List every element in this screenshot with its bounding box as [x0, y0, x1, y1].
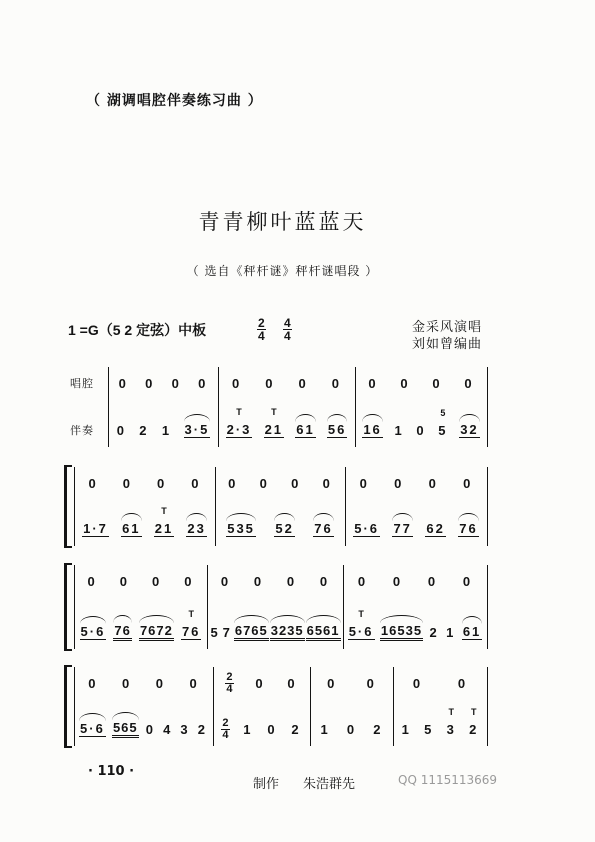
rest — [254, 676, 265, 691]
note-digits: 61 — [462, 624, 482, 639]
rest — [88, 476, 99, 491]
note-digits: 0 — [232, 375, 242, 391]
note-digits: 2 — [469, 721, 479, 737]
rest — [286, 574, 297, 589]
measure — [343, 563, 487, 651]
rest — [290, 476, 301, 491]
rest — [190, 476, 201, 491]
note-digits: 0 — [457, 675, 468, 691]
note-digits: 2 — [139, 422, 149, 438]
rest — [322, 476, 333, 491]
note-digits: 52 — [275, 521, 294, 536]
note-digits: 0 — [184, 573, 194, 589]
note-group — [462, 624, 482, 640]
note-digits: 61 — [122, 521, 141, 536]
rest — [399, 376, 410, 391]
note-group — [184, 422, 211, 438]
note-group — [445, 625, 456, 640]
note-digits: 3 — [180, 721, 190, 737]
note-digits: 0 — [265, 375, 275, 391]
ornament-mark: T — [358, 609, 364, 619]
rest — [156, 476, 167, 491]
note-digits: 7672 — [139, 623, 173, 638]
time-signature-denominator: 4 — [284, 329, 291, 343]
page-number: · 110 · — [88, 764, 135, 779]
measure — [74, 465, 215, 548]
note-digits: 1 — [394, 422, 404, 438]
note-group — [392, 521, 412, 537]
note-digits: 2·3 — [226, 422, 252, 437]
rest — [264, 376, 275, 391]
ornament-mark: T — [448, 706, 454, 717]
accompaniment-row — [312, 718, 391, 740]
note-digits: 0 — [157, 475, 167, 491]
note-digits: 0 — [189, 675, 199, 691]
time-signature-numerator: 4 — [284, 316, 291, 330]
measure — [218, 365, 355, 449]
rest — [357, 574, 368, 589]
note-group — [459, 422, 479, 438]
rest — [457, 676, 468, 691]
note-digits: 535 — [227, 521, 255, 536]
note-digits: 77 — [393, 521, 412, 536]
note-digits: 5·6 — [80, 721, 105, 736]
note-digits: 1·7 — [83, 521, 108, 536]
note-digits: 0 — [287, 675, 297, 691]
note-digits: 76 — [181, 624, 201, 639]
measure — [207, 563, 343, 651]
rest — [286, 676, 297, 691]
note-digits: 2 — [291, 721, 301, 737]
rest — [119, 574, 130, 589]
note-digits: 6561 — [306, 623, 340, 638]
note-group — [209, 625, 220, 640]
vocal-row — [209, 570, 341, 592]
note-group — [242, 722, 253, 737]
note-group — [270, 623, 305, 641]
note-digits: 0 — [253, 573, 264, 589]
note-digits: 0 — [267, 721, 277, 737]
note-digits: 0 — [116, 422, 126, 438]
note-group — [468, 706, 479, 737]
measure — [310, 665, 393, 748]
vocal-row — [357, 372, 485, 394]
footer-contact: QQ 1115113669 — [398, 773, 498, 787]
note-group — [429, 625, 440, 640]
note-digits: 0 — [462, 573, 473, 589]
bar-line — [487, 667, 488, 746]
note-digits: 3·5 — [184, 422, 210, 437]
time-signature-denominator: 4 — [226, 682, 233, 695]
note-group — [458, 521, 478, 537]
note-group — [393, 423, 404, 438]
note-digits: 0 — [171, 375, 181, 391]
note-digits: 0 — [286, 573, 297, 589]
note-digits: 0 — [88, 475, 98, 491]
note-digits: 0 — [322, 475, 332, 491]
note-digits: 21 — [154, 521, 174, 536]
accompaniment-row — [357, 407, 485, 441]
vocal-row — [345, 570, 485, 592]
time-signature-numerator: 2 — [258, 316, 265, 330]
rest — [145, 722, 156, 737]
note-digits: 0 — [366, 675, 376, 691]
rest — [118, 376, 129, 391]
rest — [231, 376, 242, 391]
rest — [326, 676, 337, 691]
note-digits: 0 — [122, 675, 132, 691]
measure — [345, 465, 487, 548]
ornament-mark: T — [470, 706, 477, 717]
rest — [116, 423, 127, 438]
note-digits: 0 — [220, 573, 231, 589]
note-digits: 0 — [145, 375, 155, 391]
note-group — [401, 722, 412, 737]
note-digits: 0 — [228, 475, 238, 491]
measure — [108, 365, 218, 449]
vocal-row — [220, 372, 353, 394]
note-digits: 0 — [346, 721, 357, 737]
note-group — [138, 423, 149, 438]
note-group — [197, 722, 208, 737]
note-group — [121, 521, 141, 537]
note-group — [372, 722, 383, 737]
note-group — [274, 521, 294, 537]
vocal-row — [217, 472, 343, 494]
note-group — [79, 721, 106, 737]
score-system-3 — [0, 563, 595, 651]
note-digits: 1 — [446, 624, 456, 640]
accompaniment-row — [76, 609, 205, 643]
vocal-row — [76, 472, 213, 494]
note-digits: 56 — [327, 422, 347, 437]
note-digits: 0 — [298, 375, 308, 391]
accompaniment-row — [110, 419, 216, 441]
note-digits: 5·6 — [80, 624, 106, 639]
bar-line — [487, 565, 488, 649]
note-group — [327, 422, 347, 438]
note-digits: 0 — [122, 475, 132, 491]
note-digits: 1 — [320, 721, 330, 737]
note-digits: 0 — [259, 475, 269, 491]
note-group — [264, 407, 284, 438]
note-group — [226, 407, 253, 438]
rest — [331, 376, 342, 391]
rest — [428, 476, 439, 491]
rest — [151, 574, 162, 589]
note-digits: 0 — [119, 573, 129, 589]
note-digits: 0 — [359, 475, 369, 491]
note-digits: 0 — [416, 422, 426, 438]
accompaniment-row — [347, 518, 485, 540]
note-digits: 0 — [319, 573, 330, 589]
rest — [431, 376, 442, 391]
note-digits: 0 — [400, 375, 410, 391]
note-group — [154, 506, 174, 537]
rest — [144, 376, 155, 391]
accompaniment-row — [345, 609, 485, 643]
ornament-mark: T — [188, 609, 194, 619]
note-group — [161, 423, 172, 438]
note-digits: 0 — [463, 475, 473, 491]
rest — [183, 574, 194, 589]
note-digits: 6765 — [234, 623, 268, 638]
song-title: 青青柳叶蓝蓝天 — [198, 210, 367, 234]
note-digits: 0 — [88, 675, 98, 691]
key-signature-line: 1 =G（5 2 定弦）中板 — [68, 322, 207, 338]
note-digits: 0 — [331, 375, 341, 391]
note-group — [446, 706, 457, 737]
system-bracket — [64, 465, 72, 548]
accompaniment-row — [76, 506, 213, 540]
rest — [346, 722, 357, 737]
note-digits: 0 — [412, 675, 423, 691]
ornament-mark: 5 — [440, 407, 446, 418]
note-digits: 5 — [438, 422, 448, 438]
ornament-mark: T — [271, 407, 277, 417]
note-digits: 0 — [368, 375, 378, 391]
accompaniment-row — [220, 407, 353, 441]
note-digits: 4 — [163, 721, 173, 737]
rest — [122, 476, 133, 491]
rest — [227, 476, 238, 491]
accompaniment-row — [76, 718, 211, 740]
rest — [87, 676, 98, 691]
singer-credit: 金采风演唱 — [412, 320, 483, 335]
note-digits: 7 — [222, 624, 232, 640]
note-group — [186, 521, 206, 537]
note-digits: 0 — [464, 375, 474, 391]
note-digits: 2 — [373, 721, 383, 737]
note-group — [295, 422, 315, 438]
note-group — [112, 720, 139, 738]
note-group — [290, 722, 301, 737]
system-bracket — [64, 665, 72, 748]
note-digits: 76 — [459, 521, 478, 536]
accompaniment-part-label: 伴奏 — [70, 424, 94, 437]
note-digits: 5·6 — [354, 521, 380, 536]
rest — [427, 574, 438, 589]
note-group — [380, 623, 423, 641]
note-group — [226, 521, 256, 537]
note-group — [348, 609, 375, 640]
bar-line — [487, 467, 488, 546]
rest — [171, 376, 182, 391]
measure — [393, 665, 487, 748]
time-signature-numerator: 2 — [222, 716, 229, 729]
vocal-row — [76, 570, 205, 592]
score-system-1 — [0, 365, 595, 449]
time-signature-denominator: 4 — [258, 329, 265, 343]
note-digits: 62 — [426, 521, 445, 536]
bar-line — [487, 367, 488, 447]
note-digits: 16 — [363, 422, 382, 437]
note-digits: 0 — [428, 475, 438, 491]
accompaniment-row — [217, 518, 343, 540]
note-digits: 3235 — [270, 623, 304, 638]
time-signature — [225, 672, 233, 695]
rest — [298, 376, 309, 391]
note-digits: 0 — [357, 573, 368, 589]
note-group — [139, 623, 174, 641]
note-group — [425, 521, 445, 537]
note-digits: 0 — [155, 675, 165, 691]
note-digits: 1 — [401, 721, 411, 737]
note-digits: 0 — [255, 675, 265, 691]
note-digits: 32 — [460, 422, 479, 437]
note-digits: 2 — [429, 624, 439, 640]
note-group — [437, 407, 448, 438]
rest — [259, 476, 270, 491]
footer-credit-name: 朱浩群先 — [303, 777, 356, 792]
footer-credit-label: 制作 — [253, 777, 280, 792]
note-digits: 5·6 — [348, 624, 374, 639]
note-group — [423, 722, 434, 737]
rest — [253, 574, 264, 589]
time-signature — [283, 317, 292, 342]
measure — [74, 563, 207, 651]
note-digits: 0 — [394, 475, 404, 491]
accompaniment-row — [209, 621, 341, 643]
rest — [393, 476, 404, 491]
series-title: （ 湖调唱腔伴奏练习曲 ） — [86, 93, 263, 109]
rest — [462, 574, 473, 589]
accompaniment-row — [215, 718, 308, 740]
note-digits: 2 — [197, 721, 207, 737]
vocal-row — [347, 472, 485, 494]
measure — [74, 665, 213, 748]
time-signature — [221, 718, 229, 741]
score-system-2 — [0, 465, 595, 548]
rest — [412, 676, 423, 691]
vocal-part-label: 唱腔 — [70, 377, 94, 390]
rest — [463, 376, 474, 391]
note-group — [179, 722, 190, 737]
note-group — [162, 722, 173, 737]
note-digits: 5 — [210, 624, 220, 640]
note-digits: 76 — [314, 521, 333, 536]
note-group — [306, 623, 341, 641]
accompaniment-row — [395, 706, 485, 740]
note-digits: 16535 — [380, 623, 423, 638]
rest — [155, 676, 166, 691]
measure — [355, 365, 487, 449]
vocal-row — [395, 672, 485, 694]
note-digits: 1 — [161, 422, 172, 438]
vocal-row — [215, 672, 308, 694]
note-group — [320, 722, 331, 737]
note-group — [313, 521, 333, 537]
note-digits: 0 — [392, 573, 403, 589]
vocal-row — [110, 372, 216, 394]
note-digits: 0 — [427, 573, 438, 589]
note-digits: 0 — [118, 375, 128, 391]
score-system-4 — [0, 665, 595, 748]
note-group — [181, 609, 201, 640]
note-digits: 0 — [327, 675, 337, 691]
rest — [197, 376, 208, 391]
rest — [367, 376, 378, 391]
note-digits: 0 — [152, 573, 162, 589]
note-digits: 565 — [112, 720, 138, 735]
note-digits: 0 — [87, 573, 97, 589]
note-digits: 0 — [432, 375, 442, 391]
ornament-mark: T — [161, 506, 167, 516]
note-digits: 3 — [446, 721, 456, 737]
rest — [462, 476, 473, 491]
note-group — [222, 625, 233, 640]
note-digits: 0 — [145, 721, 155, 737]
rest — [121, 676, 132, 691]
note-digits: 0 — [291, 475, 301, 491]
note-digits: 61 — [296, 422, 315, 437]
note-digits: 0 — [198, 375, 208, 391]
rest — [266, 722, 277, 737]
measure — [213, 665, 310, 748]
rest — [366, 676, 377, 691]
note-digits: 76 — [114, 623, 131, 638]
arranger-credit: 刘如曾编曲 — [412, 337, 483, 352]
ornament-mark: T — [236, 407, 242, 417]
rest — [392, 574, 403, 589]
note-group — [353, 521, 380, 537]
time-signature — [257, 317, 266, 342]
time-signature-numerator: 2 — [226, 670, 233, 683]
note-digits: 1 — [243, 721, 253, 737]
note-group — [362, 422, 382, 438]
note-digits: 23 — [187, 521, 206, 536]
note-digits: 5 — [424, 721, 434, 737]
rest — [87, 574, 98, 589]
rest — [415, 423, 426, 438]
note-digits: 21 — [264, 422, 284, 437]
note-group — [80, 624, 107, 640]
rest — [189, 676, 200, 691]
measure — [215, 465, 345, 548]
vocal-row — [76, 672, 211, 694]
note-digits: 0 — [191, 475, 201, 491]
vocal-row — [312, 672, 391, 694]
note-group — [234, 623, 269, 641]
note-group — [82, 521, 109, 537]
time-signature-denominator: 4 — [222, 728, 229, 741]
song-source: （ 选自《秤杆谜》秤杆谜唱段 ） — [186, 264, 379, 278]
note-group — [113, 623, 131, 641]
rest — [220, 574, 231, 589]
rest — [359, 476, 370, 491]
rest — [319, 574, 330, 589]
system-bracket — [64, 563, 72, 651]
